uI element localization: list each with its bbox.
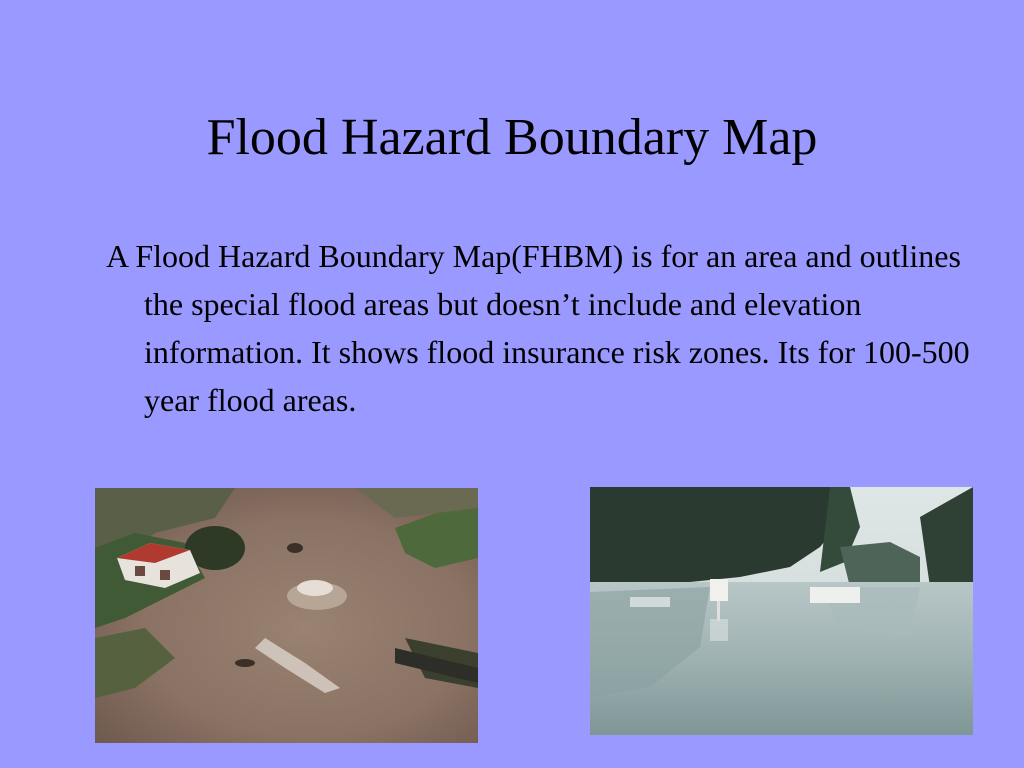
flooded-street-photo [590,487,973,735]
aerial-flood-photo [95,488,478,743]
slide-title: Flood Hazard Boundary Map [206,109,818,166]
slide-body-text: A Flood Hazard Boundary Map(FHBM) is for an area and outlines the special flood areas but doesn’t include and elevation information. It shows flood insurance risk zones. Its for 100-500 year flood areas. [106,238,970,418]
